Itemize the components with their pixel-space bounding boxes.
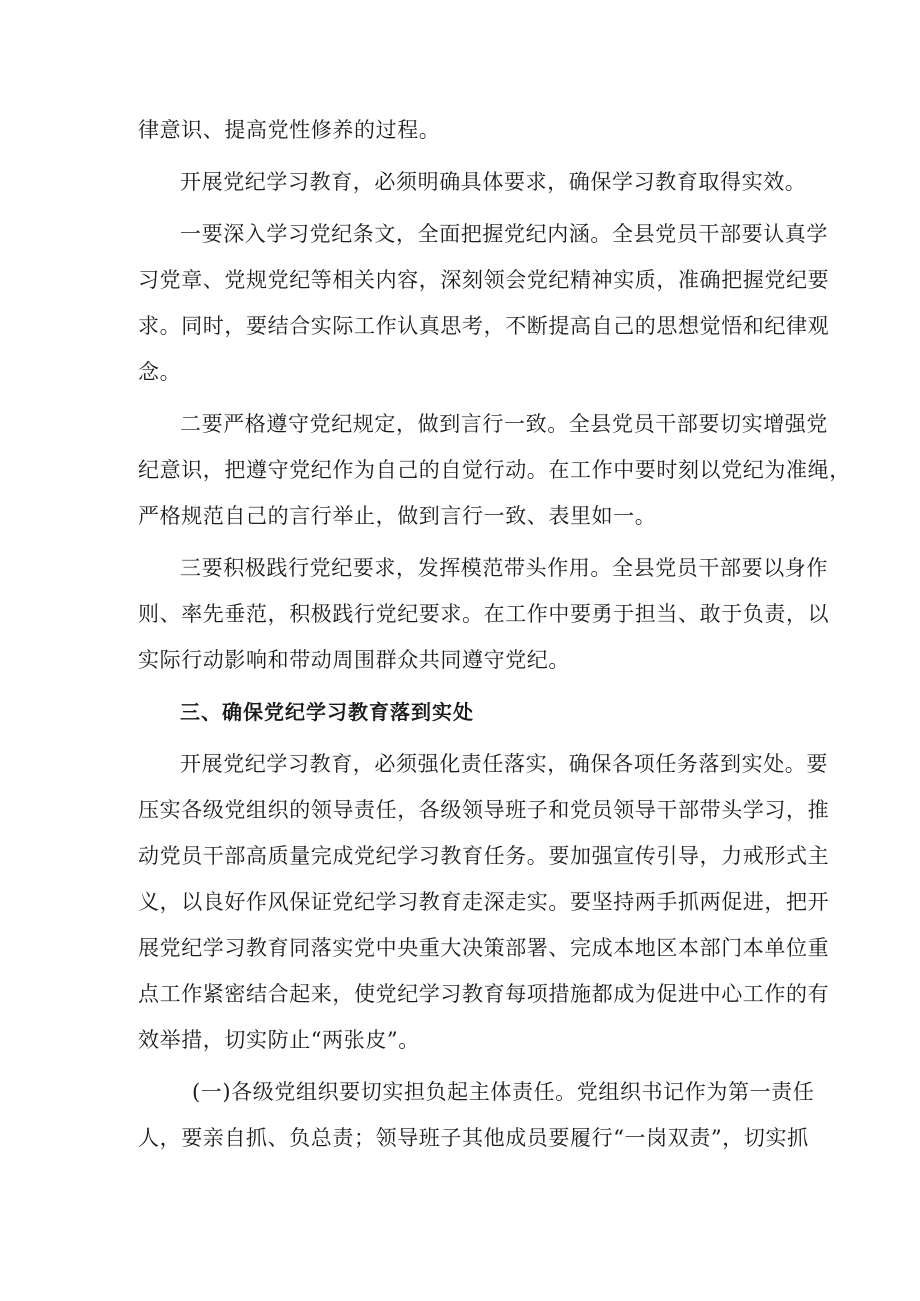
paragraph-line: 实际行动影响和带动周围群众共同遵守党纪。 [138, 648, 570, 672]
paragraph-line: 二要严格遵守党纪规定，做到言行一致。全县党员干部要切实增强党 [180, 412, 828, 436]
paragraph-line: 义，以良好作风保证党纪学习教育走深走实。要坚持两手抓两促进，把开 [138, 890, 830, 914]
paragraph-line: 点工作紧密结合起来，使党纪学习教育每项措施都成为促进中心工作的有 [138, 982, 830, 1006]
paragraph-line: 律意识、提高党性修养的过程。 [138, 118, 441, 142]
paragraph-line: 人，要亲自抓、负总责；领导班子其他成员要履行“一岗双责”，切实抓 [138, 1126, 809, 1150]
section-heading: 三、确保党纪学习教育落到实处 [180, 700, 474, 724]
paragraph-line: 效举措，切实防止“两张皮”。 [138, 1028, 420, 1052]
paragraph-line: 习党章、党规党纪等相关内容，深刻领会党纪精神实质，准确把握党纪要 [138, 268, 830, 292]
paragraph-line: 展党纪学习教育同落实党中央重大决策部署、完成本地区本部门本单位重 [138, 936, 830, 960]
paragraph-line: 严格规范自己的言行举止，做到言行一致、表里如一。 [138, 504, 657, 528]
paragraph-line: 开展党纪学习教育，必须强化责任落实，确保各项任务落到实处。要 [180, 752, 828, 776]
paragraph-line: 则、率先垂范，积极践行党纪要求。在工作中要勇于担当、敢于负责，以 [138, 602, 830, 626]
paragraph-line: (一)各级党组织要切实担负起主体责任。党组织书记作为第一责任 [192, 1080, 815, 1104]
paragraph-line: 纪意识，把遵守党纪作为自己的自觉行动。在工作中要时刻以党纪为准绳， [138, 458, 851, 482]
paragraph-line: 求。同时，要结合实际工作认真思考，不断提高自己的思想觉悟和纪律观 [138, 314, 830, 338]
paragraph-line: 一要深入学习党纪条文，全面把握党纪内涵。全县党员干部要认真学 [180, 222, 828, 246]
paragraph-line: 念。 [138, 360, 182, 384]
paragraph-line: 压实各级党组织的领导责任，各级领导班子和党员领导干部带头学习，推 [138, 798, 830, 822]
paragraph-line: 开展党纪学习教育，必须明确具体要求，确保学习教育取得实效。 [180, 170, 807, 194]
paragraph-line: 三要积极践行党纪要求，发挥模范带头作用。全县党员干部要以身作 [180, 556, 828, 580]
paragraph-line: 动党员干部高质量完成党纪学习教育任务。要加强宣传引导，力戒形式主 [138, 844, 830, 868]
